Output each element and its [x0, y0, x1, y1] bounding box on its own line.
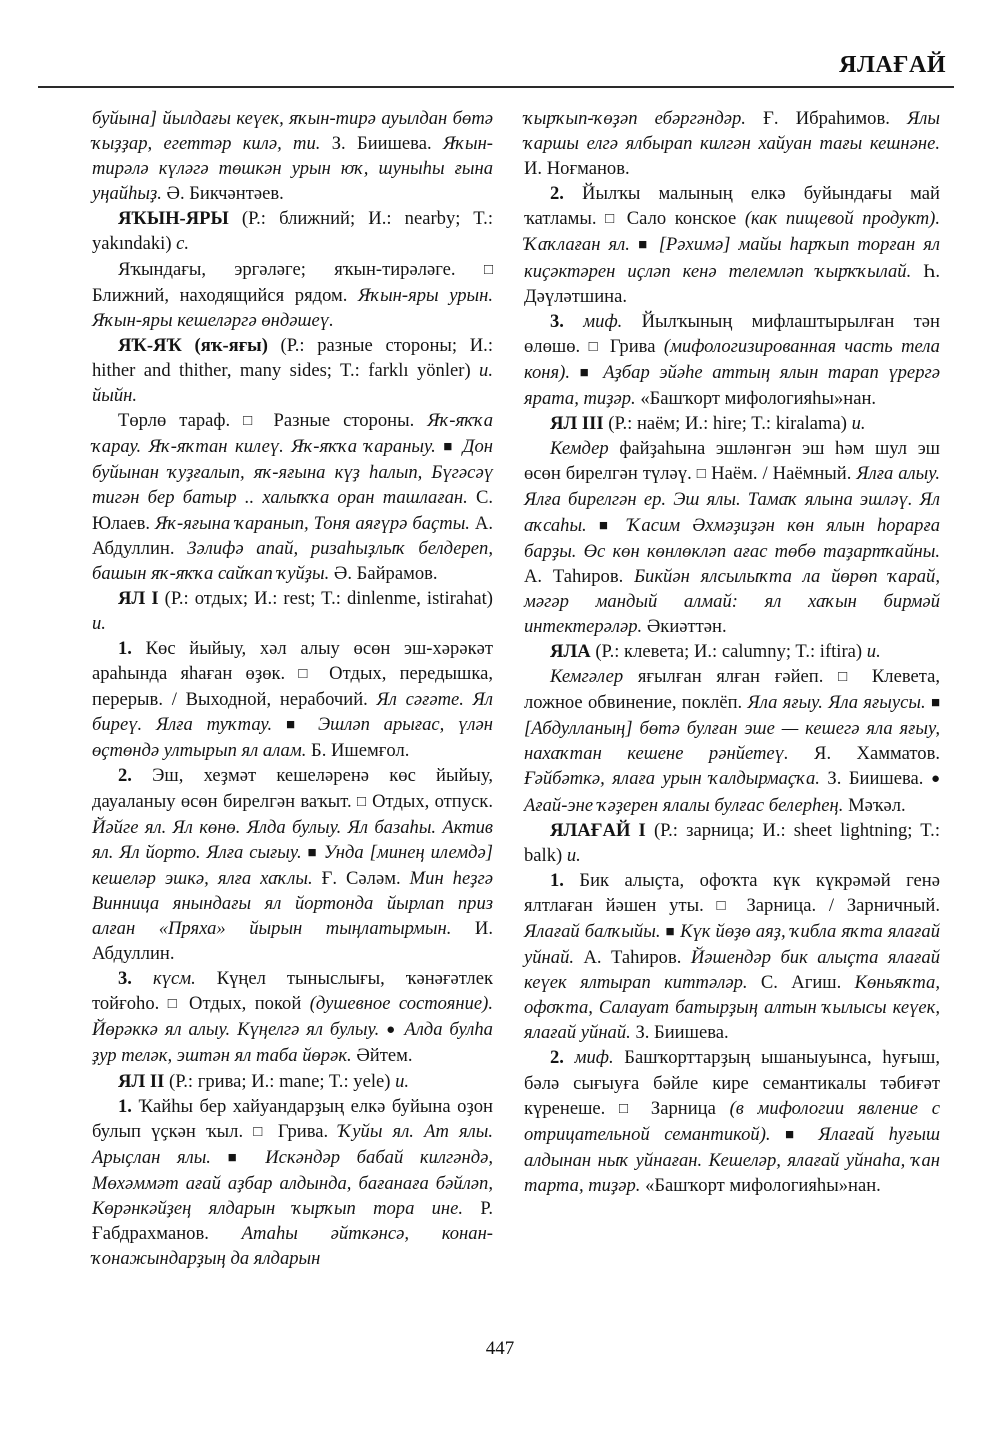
- text-run: Б. Ишемғол.: [306, 740, 410, 762]
- text-run: Ә. Бикчәнтәев.: [161, 183, 284, 205]
- italic-example: Ҡуйы ял. Ат ялы. Арыҫлан ялы.: [92, 1120, 494, 1168]
- text-run: Эш, хеҙмәт кешеләренә көс йыйыу, дауаланыу өсөн бирелгән ваҡыт.: [92, 765, 493, 812]
- translation-marker-icon: □: [167, 996, 181, 1013]
- text-run: [272, 714, 286, 735]
- text-run: [594, 362, 604, 383]
- text-run: Башҡорттарҙың ышаныуынса, һуғыш, бәлә сығыуға бәйле кире семантикалы тәбиғәт күренеше.: [524, 1047, 940, 1119]
- text-run: Грива: [601, 335, 664, 357]
- dictionary-paragraph: [524, 868, 940, 1046]
- dictionary-paragraph: [92, 636, 493, 763]
- italic-example: Йәшендәр бик алыҫта ялағай кеүек ялтырап киттәләр.: [524, 947, 940, 994]
- italic-example: Ғәйбәткә, ялаға урын ҡалдырмаҫҡа.: [524, 768, 820, 790]
- translation-marker-icon: □: [619, 1100, 638, 1117]
- sense-number: 2.: [118, 765, 132, 787]
- italic-example: с.: [176, 233, 190, 255]
- dictionary-paragraph: [92, 106, 493, 206]
- text-run: (Р.: грива; И.: mane; T.: yele): [164, 1070, 396, 1092]
- translation-marker-icon: □: [605, 211, 619, 228]
- italic-example: (мифологизированная часть тела коня).: [524, 335, 940, 383]
- text-run: А. Таһиров.: [524, 565, 635, 587]
- dictionary-paragraph: [524, 639, 940, 664]
- text-run: З. Биишева.: [819, 768, 931, 790]
- sense-number: 1.: [550, 869, 564, 891]
- citation-marker-icon: ■: [579, 364, 594, 381]
- dictionary-paragraph: [92, 1094, 493, 1272]
- text-run: Көс йыйыу, хәл алыу өсөн эш-хәрәкәт араһында яһаған өҙөк.: [92, 637, 493, 685]
- text-run: [615, 515, 627, 536]
- running-head: ЯЛАҒАЙ: [839, 52, 946, 78]
- text-run: Һ. Дәүләтшина.: [524, 260, 941, 307]
- column-left: [92, 106, 493, 1271]
- text-run: Отдых, покой: [180, 993, 310, 1015]
- text-run: файҙаһына эшләнгән эш һәм шул эш өсөн бирелгән түләү.: [524, 438, 940, 485]
- text-run: Ғ. Ибраһимов.: [745, 108, 908, 129]
- text-run: Отдых, отпуск.: [366, 790, 493, 812]
- headword: ЯҠ-ЯҠ (яҡ-яғы): [118, 334, 268, 356]
- citation-marker-icon: ■: [227, 1149, 249, 1166]
- italic-example: Унда [минең илемдә] кешеләр эшкә, ялға хаҡлы.: [92, 841, 494, 889]
- text-run: Грива.: [267, 1120, 339, 1142]
- headword: ЯҠЫН-ЯРЫ: [118, 208, 229, 230]
- dictionary-paragraph: [524, 818, 940, 868]
- text-run: «Башҡорт мифологияһы»нан.: [635, 388, 877, 410]
- text-run: З. Биишева.: [320, 133, 443, 155]
- text-run: Зарница. / Зарничный.: [733, 894, 940, 916]
- text-run: [564, 1047, 575, 1068]
- italic-example: ҡырҡып-ҡөҙәп ебәргәндәр.: [524, 108, 746, 129]
- translation-marker-icon: □: [588, 338, 602, 355]
- italic-example: и.: [866, 640, 881, 662]
- italic-example: Яла яғыу. Яла яғыусы.: [747, 692, 926, 714]
- text-run: яғылған ялған ғәйеп.: [623, 666, 839, 688]
- italic-example: Ялға алыу. Ялға бирелгән ер. Эш ялы. Тамаҡ ялына эшләү. Ял аҡсаһы.: [524, 463, 940, 536]
- text-run: [630, 234, 638, 255]
- text-run: Р. Ғабдрахманов.: [92, 1198, 493, 1245]
- italic-example: и.: [566, 844, 581, 866]
- text-run: А. Таһиров.: [574, 947, 691, 969]
- italic-example: Атаһы әйткәнсә, конан-ҡонажындарҙың да ялдарын: [92, 1223, 493, 1270]
- text-run: Ә. Байрамов.: [329, 562, 438, 584]
- text-run: [455, 436, 463, 457]
- sense-number: 3.: [550, 310, 564, 332]
- text-run: Күңел тыныслығы, ҡәнәғәтлек тойғоһо.: [92, 968, 494, 1015]
- translation-marker-icon: □: [298, 666, 316, 683]
- italic-example: Йәйге ял. Ял көнө. Ялда булыу. Ял базаһы. Актив ял. Ял йорто. Ялға сығыу.: [92, 816, 493, 863]
- text-run: (Р.: клевета; И.: calumny; T.: iftira): [590, 640, 867, 662]
- italic-example: Ялағай һуғыш алдынан ныҡ уйнаған. Кешеләр, ялағай уйнаһа, ҡан тарта, тиҙәр.: [524, 1123, 941, 1196]
- text-run: Мәҡәл.: [843, 794, 906, 816]
- text-run: Отдых, передышка, перерыв. / Выходной, нерабочий.: [92, 663, 493, 711]
- sense-number: 2.: [550, 1047, 564, 1069]
- text-run: И. Ноғманов.: [524, 158, 630, 180]
- text-run: [804, 1124, 818, 1145]
- italic-example: Яҡын-тирәлә күләгә төшкән урын юҡ, шуныһы ғына уңайһыҙ.: [92, 133, 493, 205]
- dictionary-paragraph: [524, 1045, 940, 1198]
- italic-example: миф.: [583, 310, 623, 332]
- text-run: С. Агиш.: [747, 972, 855, 994]
- citation-marker-icon: ■: [665, 924, 676, 940]
- sense-number: 1.: [118, 1095, 132, 1117]
- italic-example: Ағай-эне ҡәҙерен ялалы булғас белерһең.: [524, 794, 844, 816]
- italic-example: и.: [92, 612, 106, 634]
- text-run: [587, 515, 599, 536]
- italic-example: и. йыйн.: [92, 359, 493, 407]
- column-right: [524, 106, 940, 1198]
- italic-example: Ял сәғәте. Ял биреү. Ялға туҡтау.: [92, 689, 494, 736]
- italic-example: Яҡ-яҡҡа ҡарау. Яҡ-яҡтан килеү. Яҡ-яҡҡа ҡараныу.: [92, 410, 494, 458]
- text-run: Төрлө тараф.: [118, 410, 244, 432]
- headword: ЯЛАҒАЙ I: [550, 819, 646, 841]
- dictionary-paragraph: [92, 206, 493, 256]
- text-run: (Р.: ближний; И.: nearby; T.: yakındaki): [92, 208, 493, 255]
- italic-example: (душевное состояние). Йөрәккә ял алыу. Күңелгә ял булыу.: [92, 993, 493, 1041]
- citation-marker-icon: ■: [443, 439, 456, 456]
- italic-example: и.: [851, 413, 866, 435]
- italic-example: буйына] йылдағы кеүек, яҡын-тирә ауылдан бөтә ҡыҙҙар, егеттәр килә, ти.: [92, 108, 493, 155]
- dictionary-paragraph: [524, 411, 940, 436]
- dictionary-paragraph: [524, 664, 940, 818]
- text-run: Йылҡы малының елкә буйындағы май ҡатламы.: [524, 183, 940, 230]
- text-run: [564, 311, 583, 332]
- text-run: (Р.: наём; И.: hire; T.: kiralama): [603, 413, 852, 435]
- italic-example: [Абдулланың] бөтә булған эше — кешегә яла яғыу, нахаҡтан кешене рәнйетеү.: [524, 718, 940, 765]
- proverb-bullet-icon: ●: [386, 1022, 398, 1039]
- italic-example: Яҡ-яғына ҡаранып, Тоня аяғүрә баҫты.: [155, 512, 470, 534]
- text-run: «Башҡорт мифологияһы»нан.: [640, 1174, 881, 1196]
- text-run: Я. Хамматов.: [788, 743, 940, 765]
- italic-example: Искәндәр бабай килгәндә, Мөхәммәт ағай аҙбар алдында, бағанаға бәйләп, Көрәнкәйҙең ялдарын ҡырҡып тора ине.: [92, 1146, 494, 1220]
- sense-number: 1.: [118, 637, 132, 659]
- text-run: Ближний, находящийся рядом.: [92, 284, 359, 306]
- text-run: [132, 968, 153, 989]
- text-run: И. Абдуллин.: [92, 918, 493, 965]
- text-run: Сало конское: [618, 208, 745, 230]
- text-run: Разные стороны.: [260, 410, 428, 432]
- citation-marker-icon: ■: [285, 717, 305, 734]
- translation-marker-icon: □: [696, 466, 707, 483]
- italic-example: Яҡын-яры урын. Яҡын-яры кешеләргә өндәшеү.: [92, 284, 493, 331]
- text-run: Әйтем.: [351, 1045, 413, 1067]
- text-run: З. Биишева.: [630, 1022, 729, 1044]
- dictionary-paragraph: [92, 408, 493, 586]
- translation-marker-icon: □: [483, 261, 493, 278]
- text-run: Йылҡының мифлаштырылған тән өлөшө.: [524, 310, 940, 357]
- italic-example: Мин һеҙгә Винница янындағы ял йортонда йырлап приз алған «Пряха» йырын тыңлатырмын.: [92, 867, 493, 939]
- text-run: [771, 1124, 785, 1145]
- text-run: (Р.: зарница; И.: sheet lightning; T.: balk): [524, 819, 940, 866]
- translation-marker-icon: □: [357, 793, 367, 810]
- citation-marker-icon: ■: [785, 1126, 804, 1143]
- italic-example: Кемгәлер: [550, 666, 624, 688]
- citation-marker-icon: ■: [598, 517, 616, 534]
- page-number: 447: [485, 1338, 515, 1359]
- italic-example: Көньяҡта, офоҡта, Салауат батырҙың алтын ҡылысы кеүек, ялағай уйнай.: [524, 972, 940, 1044]
- text-run: Наём. / Наёмный.: [706, 463, 857, 485]
- citation-marker-icon: ■: [307, 844, 318, 861]
- text-run: А. Абдуллин.: [92, 512, 493, 559]
- italic-example: и.: [395, 1070, 410, 1092]
- italic-example: Кемдер: [550, 438, 609, 460]
- dictionary-paragraph: [92, 763, 493, 966]
- text-run: [211, 1147, 228, 1168]
- italic-example: (как пищевой продукт). Ҡаҡлаған ял.: [524, 208, 941, 256]
- text-run: (Р.: отдых; И.: rest; T.: dinlenme, istirahat): [158, 587, 493, 609]
- italic-example: Бикйән ялсылыҡта ла йөрөп ҡарай, мәгәр мандый алмай: ял хаҡын бирмәй интектерәләр.: [524, 565, 940, 637]
- text-run: (Р.: разные стороны; И.: hither and thither, many sides; T.: farklı yönler): [92, 334, 493, 381]
- italic-example: Ҡасим Әхмәҙиҙән көн ялын һорарға барҙы. Өс көн көнлөкләп ағас төбө таҙартҡайны.: [524, 514, 941, 562]
- headword: ЯЛ III: [550, 413, 604, 435]
- italic-example: Эшләп арығас, үлән өҫтөндә ултырып ял алам.: [92, 714, 494, 762]
- citation-marker-icon: ■: [638, 237, 651, 254]
- dictionary-paragraph: [524, 309, 940, 411]
- dictionary-paragraph: [92, 333, 493, 408]
- text-run: Зарница: [637, 1097, 730, 1119]
- italic-example: Дон буйынан ҡуҙғалып, яҡ-яғына күҙ һалып, Бүгәсәү тигән бер батыр .. халыҡҡа оран ташлаған.: [92, 436, 494, 509]
- headword: ЯЛ II: [118, 1070, 165, 1092]
- dictionary-paragraph: [92, 257, 493, 333]
- text-run: [651, 234, 659, 255]
- text-run: [570, 362, 580, 383]
- headword: ЯЛА: [550, 640, 591, 662]
- italic-example: миф.: [574, 1047, 614, 1069]
- italic-example: Аҙбар эйәһе аттың ялын тарап үрергә ярата, тиҙәр.: [524, 361, 940, 410]
- dictionary-paragraph: [92, 586, 493, 636]
- translation-marker-icon: □: [716, 897, 734, 914]
- italic-example: (в мифологии явление с отрицательной семантикой).: [524, 1097, 940, 1145]
- citation-marker-icon: ■: [930, 695, 940, 712]
- text-run: Клевета, ложное обвинение, поклёп.: [524, 666, 940, 714]
- italic-example: [Рәхимә] майы һарҡып торған ял киҫәктәрен иҫләп кенә телемләп ҡырҡҡылай.: [524, 234, 941, 282]
- dictionary-paragraph: [524, 436, 940, 639]
- proverb-bullet-icon: ●: [930, 771, 940, 788]
- text-run: Ғ. Сәләм.: [312, 867, 410, 889]
- text-run: Яҡындағы, эргәләге; яҡын-тирәләге.: [118, 258, 484, 280]
- translation-marker-icon: □: [838, 669, 858, 686]
- headword: ЯЛ I: [118, 587, 159, 609]
- text-run: [249, 1147, 266, 1168]
- sense-number: 2.: [550, 183, 564, 205]
- italic-example: Зәлифә апай, ризаһыҙлыҡ белдереп, башын яҡ-яҡҡа сайҡап ҡуйҙы.: [92, 537, 493, 584]
- italic-example: Алда булһа ҙур теләк, эштән ял таба йөрәк.: [92, 1019, 493, 1067]
- dictionary-paragraph: [92, 1069, 493, 1094]
- header-rule: [38, 86, 954, 88]
- translation-marker-icon: □: [253, 1123, 268, 1140]
- italic-example: Ялағай балҡыйы.: [524, 921, 661, 942]
- text-run: [304, 714, 318, 735]
- text-run: Әкиәттән.: [642, 615, 727, 637]
- italic-example: Күк йөҙө аяҙ, ҡибла яҡта ялағай уйнай.: [524, 921, 940, 969]
- dictionary-paragraph: [92, 966, 493, 1068]
- dictionary-paragraph: [524, 106, 940, 181]
- italic-example: Ялы ҡаршы елгә ялбырап килгән хайуан тағы кешнәне.: [524, 108, 940, 155]
- text-run: Ҡайһы бер хайуандарҙың елкә буйына оҙон булып үҫкән ҡыл.: [92, 1095, 493, 1142]
- text-run: С. Юлаев.: [92, 487, 493, 534]
- sense-number: 3.: [118, 968, 132, 990]
- italic-example: күсм.: [152, 968, 196, 990]
- dictionary-paragraph: [524, 181, 940, 308]
- translation-marker-icon: □: [243, 413, 261, 430]
- text-run: Бик алыҫта, офоҡта күк күкрәмәй генә ялтлаған йәшен уты.: [524, 869, 940, 916]
